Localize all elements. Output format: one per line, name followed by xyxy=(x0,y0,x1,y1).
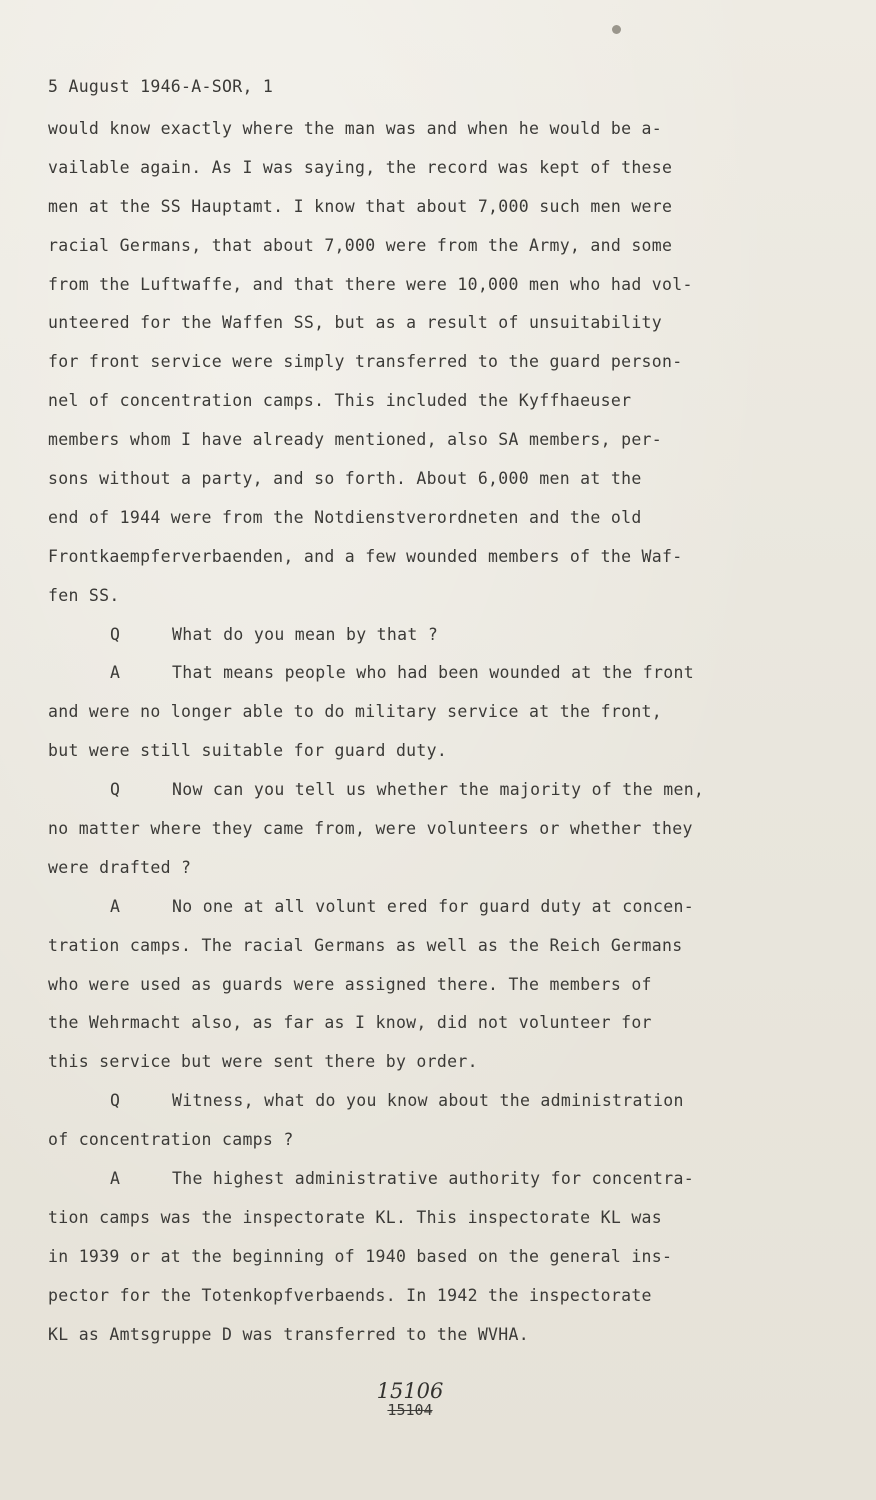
transcript-line xyxy=(48,654,838,693)
handwritten-page-number: 15106 xyxy=(376,1379,444,1403)
transcript-line xyxy=(48,927,838,966)
line-text: That means people who had been wounded at the front xyxy=(172,663,694,683)
transcript-line xyxy=(48,343,838,382)
line-text: who were used as guards were assigned there. The members of xyxy=(48,974,652,994)
line-text: No one at all volunt ered for guard duty at concen- xyxy=(172,896,694,916)
transcript-line xyxy=(48,1160,838,1199)
line-text: fen SS. xyxy=(48,585,120,605)
transcript-line xyxy=(48,460,838,499)
line-text: nel of concentration camps. This included the Kyffhaeuser xyxy=(48,391,632,411)
transcript-line xyxy=(48,771,838,810)
transcript-line xyxy=(48,577,838,616)
line-text: tion camps was the inspectorate KL. This inspectorate KL was xyxy=(48,1207,663,1227)
line-text: vailable again. As I was saying, the record was kept of these xyxy=(48,157,673,177)
line-text: no matter where they came from, were volunteers or whether they xyxy=(48,819,693,839)
line-text: pector for the Totenkopfverbaends. In 1942 the inspectorate xyxy=(48,1285,652,1305)
line-text: would know exactly where the man was and when he would be a- xyxy=(48,119,663,138)
line-text: The highest administrative authority for concentra- xyxy=(172,1169,694,1189)
line-text: from the Luftwaffe, and that there were 10,000 men who had vol- xyxy=(48,274,693,294)
transcript-line xyxy=(48,110,838,149)
transcript-line xyxy=(48,421,838,460)
page-header: 5 August 1946-A-SOR, 1 xyxy=(48,77,274,96)
page-number xyxy=(370,1380,450,1418)
typed-page-number-struck: 15104 xyxy=(387,1401,433,1419)
transcript-line xyxy=(48,304,838,343)
transcript-line xyxy=(48,1277,838,1316)
transcript-line xyxy=(48,693,838,732)
transcript-line xyxy=(48,810,838,849)
line-text: KL as Amtsgruppe D was transferred to the WVHA. xyxy=(48,1324,529,1344)
line-text: Frontkaempferverbaenden, and a few wounded members of the Waf- xyxy=(48,546,683,566)
line-text: sons without a party, and so forth. About 6,000 men at the xyxy=(48,469,642,489)
line-text: of concentration camps ? xyxy=(48,1130,294,1150)
line-text: What do you mean by that ? xyxy=(172,624,439,644)
transcript-line xyxy=(48,1043,838,1082)
line-text: but were still suitable for guard duty. xyxy=(48,741,448,761)
line-text: end of 1944 were from the Notdienstverordneten and the old xyxy=(48,507,642,527)
transcript-line xyxy=(48,888,838,927)
transcript-line xyxy=(48,616,838,655)
answer-marker: A xyxy=(110,1169,121,1189)
question-marker: Q xyxy=(110,780,121,800)
question-marker: Q xyxy=(110,624,121,644)
transcript-line xyxy=(48,227,838,266)
punch-hole-mark xyxy=(612,25,621,34)
answer-marker: A xyxy=(110,896,121,916)
transcript-line xyxy=(48,1316,838,1355)
transcript-line xyxy=(48,1082,838,1121)
transcript-line xyxy=(48,849,838,888)
transcript-line xyxy=(48,732,838,771)
line-text: racial Germans, that about 7,000 were from the Army, and some xyxy=(48,235,673,255)
line-text: for front service were simply transferred to the guard person- xyxy=(48,352,683,372)
transcript-line xyxy=(48,1238,838,1277)
answer-marker: A xyxy=(110,663,121,683)
transcript-line xyxy=(48,538,838,577)
typed-transcript xyxy=(48,72,838,1355)
transcript-line xyxy=(48,188,838,227)
line-text: members whom I have already mentioned, also SA members, per- xyxy=(48,430,663,450)
transcript-line xyxy=(48,966,838,1005)
line-text: and were no longer able to do military service at the front, xyxy=(48,702,663,722)
transcript-line xyxy=(48,382,838,421)
transcript-line xyxy=(48,149,838,188)
line-text: men at the SS Hauptamt. I know that about 7,000 such men were xyxy=(48,196,673,216)
line-text: Now can you tell us whether the majority of the men, xyxy=(172,780,705,800)
line-text: in 1939 or at the beginning of 1940 based on the general ins- xyxy=(48,1246,673,1266)
transcript-line xyxy=(48,266,838,305)
line-text: the Wehrmacht also, as far as I know, did not volunteer for xyxy=(48,1013,652,1033)
question-marker: Q xyxy=(110,1091,121,1111)
line-text: tration camps. The racial Germans as well as the Reich Germans xyxy=(48,935,683,955)
transcript-line xyxy=(48,1199,838,1238)
transcript-lines xyxy=(48,110,838,1355)
line-text: Witness, what do you know about the administration xyxy=(172,1091,684,1111)
transcript-line xyxy=(48,1004,838,1043)
transcript-line xyxy=(48,1121,838,1160)
line-text: were drafted ? xyxy=(48,857,192,877)
line-text: this service but were sent there by order. xyxy=(48,1052,478,1072)
line-text: unteered for the Waffen SS, but as a result of unsuitability xyxy=(48,313,663,333)
transcript-line xyxy=(48,499,838,538)
